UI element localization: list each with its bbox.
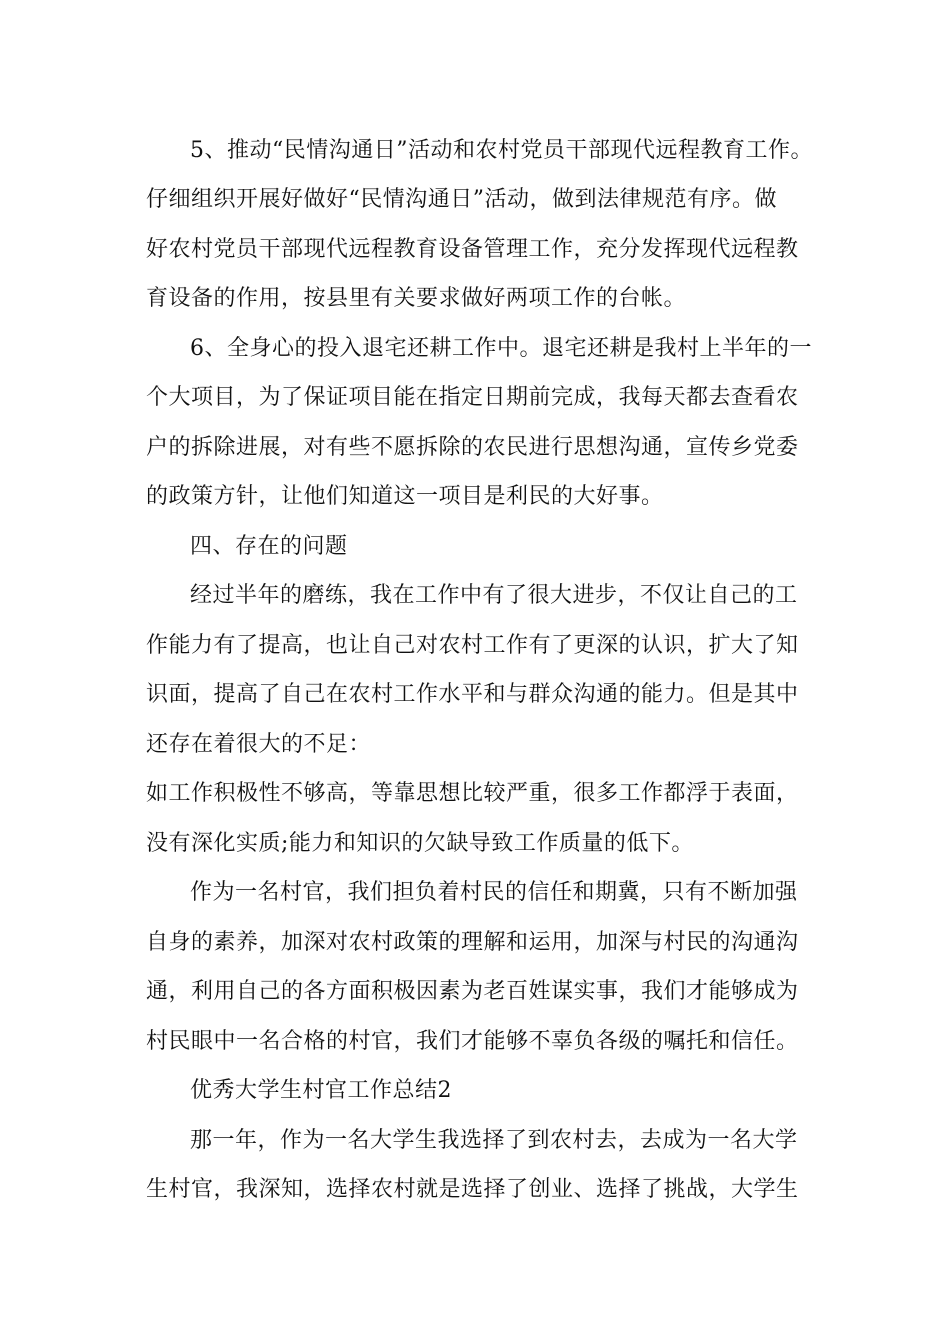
- section-heading: 优秀大学生村官工作总结2: [190, 1078, 452, 1103]
- text-line: 村民眼中一名合格的村官，我们才能够不辜负各级的嘱托和信任。: [146, 1029, 799, 1054]
- text-line: 作为一名村官，我们担负着村民的信任和期冀，只有不断加强: [190, 880, 798, 905]
- text-line: 仔细组织开展好做好“民情沟通日”活动，做到法律规范有序。做: [146, 187, 777, 212]
- text-line: 生村官，我深知，选择农村就是选择了创业、选择了挑战，大学生: [146, 1177, 799, 1202]
- text-line: 6、全身心的投入退宅还耕工作中。退宅还耕是我村上半年的一: [190, 336, 812, 361]
- text-line: 那一年，作为一名大学生我选择了到农村去，去成为一名大学: [190, 1128, 798, 1153]
- text-line: 通，利用自己的各方面积极因素为老百姓谋实事，我们才能够成为: [146, 979, 799, 1004]
- text-line: 5、推动“民情沟通日”活动和农村党员干部现代远程教育工作。: [190, 138, 813, 163]
- text-line: 户的拆除进展，对有些不愿拆除的农民进行思想沟通，宣传乡党委: [146, 435, 799, 460]
- text-line: 好农村党员干部现代远程教育设备管理工作，充分发挥现代远程教: [146, 237, 799, 262]
- text-line: 自身的素养，加深对农村政策的理解和运用，加深与村民的沟通沟: [146, 930, 799, 955]
- section-heading: 四、存在的问题: [190, 534, 348, 559]
- text-line: 育设备的作用，按县里有关要求做好两项工作的台帐。: [146, 286, 687, 311]
- text-line: 经过半年的磨练，我在工作中有了很大进步，不仅让自己的工: [190, 583, 798, 608]
- text-line: 还存在着很大的不足：: [146, 732, 372, 757]
- text-line: 如工作积极性不够高，等靠思想比较严重，很多工作都浮于表面，: [146, 781, 799, 806]
- text-line: 作能力有了提高，也让自己对农村工作有了更深的认识，扩大了知: [146, 633, 799, 658]
- text-line: 的政策方针，让他们知道这一项目是利民的大好事。: [146, 484, 664, 509]
- text-line: 个大项目，为了保证项目能在指定日期前完成，我每天都去查看农: [146, 385, 799, 410]
- text-line: 没有深化实质;能力和知识的欠缺导致工作质量的低下。: [146, 831, 694, 856]
- text-line: 识面，提高了自己在农村工作水平和与群众沟通的能力。但是其中: [146, 682, 799, 707]
